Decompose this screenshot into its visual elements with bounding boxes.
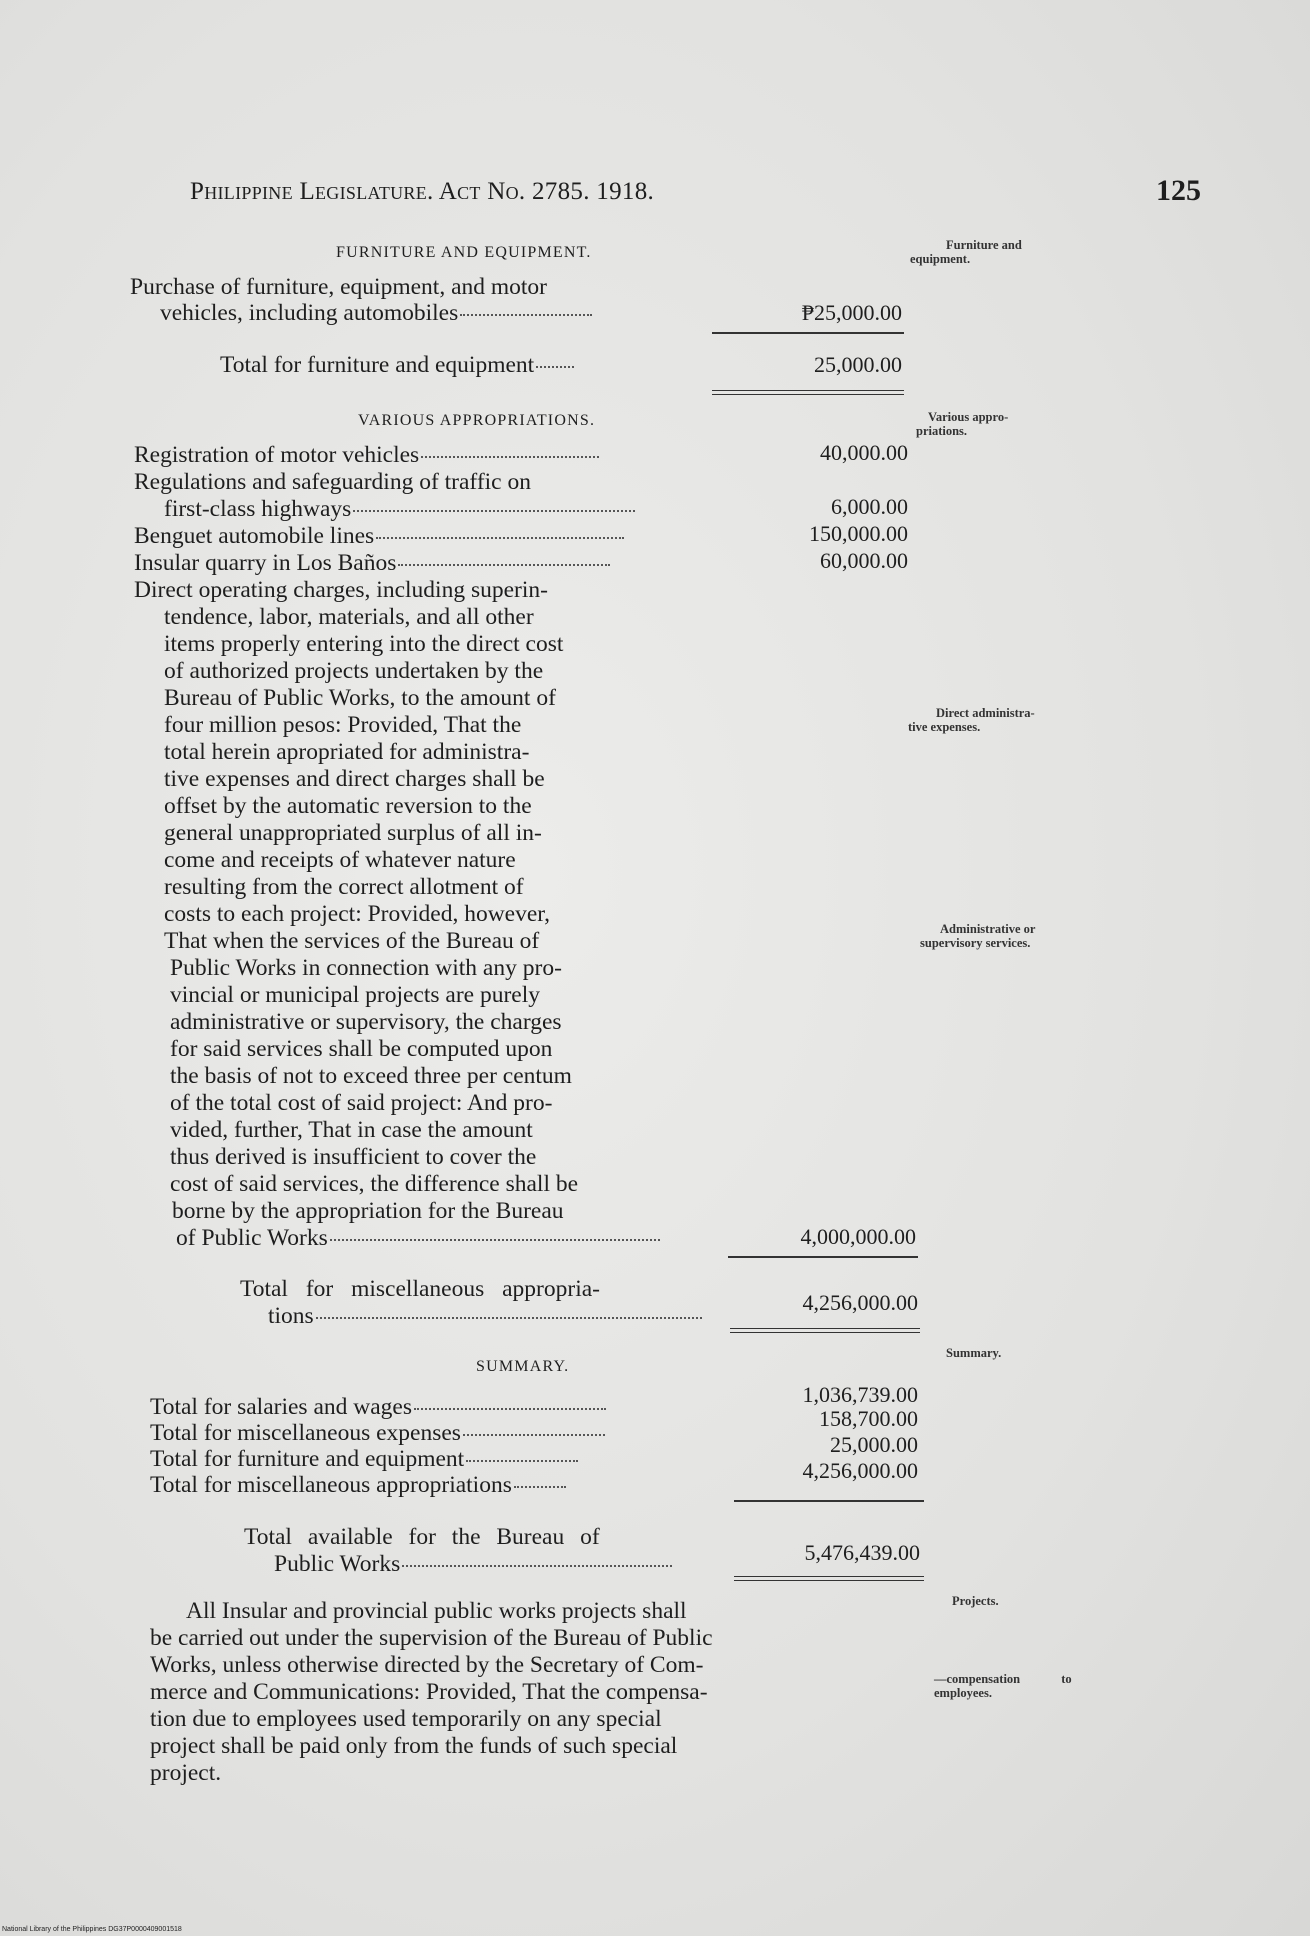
direct-line: for said services shall be computed upon <box>170 1036 553 1062</box>
direct-line: Direct operating charges, including superin- <box>134 577 548 603</box>
side-note-various-2: priations. <box>916 424 968 438</box>
summary-row: Total for salaries and wages <box>150 1394 606 1421</box>
various-total-line2: tions <box>268 1303 702 1330</box>
leader-dots <box>514 1486 566 1488</box>
side-note-projects: Projects. <box>952 1594 999 1608</box>
leader-dots <box>402 1565 672 1567</box>
direct-line: Public Works in connection with any pro- <box>170 955 562 981</box>
direct-line: items properly entering into the direct cost <box>164 631 564 657</box>
furniture-item-line2: vehicles, including automobiles <box>160 300 592 327</box>
direct-line: borne by the appropriation for the Bureau <box>172 1198 564 1224</box>
direct-line: resulting from the correct allotment of <box>164 874 524 900</box>
direct-line: Bureau of Public Works, to the amount of <box>164 685 556 711</box>
side-note-admin-2: supervisory services. <box>920 936 1031 950</box>
various-total-amount: 4,256,000.00 <box>802 1290 918 1315</box>
amount-quarry: 60,000.00 <box>820 548 908 573</box>
projects-line: merce and Communications: Provided, That the compensa- <box>150 1679 708 1705</box>
direct-line: tendence, labor, materials, and all other <box>164 604 534 630</box>
side-note-direct-1: Direct administra- <box>936 706 1035 720</box>
summary-total-amount: 5,476,439.00 <box>804 1540 920 1565</box>
projects-line: tion due to employees used temporarily on any special <box>150 1706 662 1732</box>
side-note-summary: Summary. <box>946 1346 1002 1360</box>
section-heading-furniture: FURNITURE AND EQUIPMENT. <box>336 244 592 261</box>
amount-direct: 4,000,000.00 <box>800 1224 916 1249</box>
rule <box>712 332 904 334</box>
projects-line: be carried out under the supervision of the Bureau of Public <box>150 1625 713 1651</box>
side-note-various-1: Various appro- <box>928 410 1009 424</box>
summary-amount: 1,036,739.00 <box>802 1382 918 1407</box>
item-registration: Registration of motor vehicles <box>134 442 599 469</box>
amount-benguet: 150,000.00 <box>809 521 908 546</box>
projects-line: project. <box>150 1760 222 1786</box>
side-note-furniture-2: equipment. <box>910 252 971 266</box>
item-regulations-line1: Regulations and safeguarding of traffic on <box>134 469 531 495</box>
direct-line: offset by the automatic reversion to the <box>164 793 532 819</box>
leader-dots <box>353 510 635 512</box>
furniture-total-amount: 25,000.00 <box>814 352 902 377</box>
direct-line: of authorized projects undertaken by the <box>164 658 544 684</box>
summary-amount: 158,700.00 <box>819 1406 918 1431</box>
side-note-compensation-1: —compensation to <box>934 1672 1072 1686</box>
leader-dots <box>330 1239 660 1241</box>
leader-dots <box>398 564 610 566</box>
direct-line: the basis of not to exceed three per centum <box>170 1063 572 1089</box>
double-rule <box>734 1576 924 1581</box>
direct-line: administrative or supervisory, the charges <box>170 1009 562 1035</box>
direct-line: four million pesos: Provided, That the <box>164 712 522 738</box>
section-heading-various: VARIOUS APPROPRIATIONS. <box>358 412 596 429</box>
summary-row: Total for miscellaneous expenses <box>150 1420 605 1447</box>
item-regulations-line2: first-class highways <box>164 496 635 523</box>
leader-dots <box>414 1408 606 1410</box>
rule <box>734 1500 924 1502</box>
amount-registration: 40,000.00 <box>820 440 908 465</box>
direct-line: vincial or municipal projects are purely <box>170 982 540 1008</box>
rule <box>728 1256 918 1258</box>
footer-credit: National Library of the Philippines DG37P0000409001518 <box>2 1926 182 1933</box>
various-total-line1: Total for miscellaneous appropria- <box>240 1276 600 1302</box>
summary-row: Total for miscellaneous appropriations <box>150 1472 566 1499</box>
summary-row: Total for furniture and equipment <box>150 1446 578 1473</box>
side-note-direct-2: tive expenses. <box>908 720 981 734</box>
double-rule <box>730 1328 920 1333</box>
projects-paragraph <box>150 1598 932 1787</box>
direct-line-last: of Public Works <box>176 1225 660 1252</box>
side-note-furniture-1: Furniture and <box>946 238 1022 252</box>
item-quarry: Insular quarry in Los Baños <box>134 550 610 577</box>
direct-line: vided, further, That in case the amount <box>170 1117 533 1143</box>
direct-line: general unappropriated surplus of all in- <box>164 820 542 846</box>
direct-line: costs to each project: Provided, however, <box>164 901 551 927</box>
furniture-item-line1: Purchase of furniture, equipment, and motor <box>130 274 548 300</box>
direct-line: come and receipts of whatever nature <box>164 847 516 873</box>
direct-line: of the total cost of said project: And pro- <box>170 1090 553 1116</box>
furniture-item-amount: ₱25,000.00 <box>801 300 902 325</box>
projects-line: Works, unless otherwise directed by the Secretary of Com- <box>150 1652 704 1678</box>
summary-amount: 25,000.00 <box>830 1432 918 1457</box>
leader-dots <box>463 1434 605 1436</box>
furniture-total-label: Total for furniture and equipment <box>220 352 574 379</box>
summary-total-line2: Public Works <box>274 1551 672 1578</box>
summary-amount: 4,256,000.00 <box>802 1458 918 1483</box>
leader-dots <box>376 537 624 539</box>
direct-line: That when the services of the Bureau of <box>164 928 540 954</box>
projects-line: project shall be paid only from the funds of such special <box>150 1733 678 1759</box>
direct-line: cost of said services, the difference shall be <box>170 1171 579 1197</box>
side-note-compensation-2: employees. <box>934 1686 992 1700</box>
section-heading-summary: SUMMARY. <box>476 1358 570 1375</box>
double-rule <box>712 390 904 395</box>
leader-dots <box>460 314 592 316</box>
leader-dots <box>316 1317 702 1319</box>
projects-line: All Insular and provincial public works projects shall <box>186 1598 687 1624</box>
summary-total-line1: Total available for the Bureau of <box>244 1524 600 1550</box>
leader-dots <box>421 456 599 458</box>
running-header: Philippine Legislature. Act No. 2785. 1918. <box>190 178 655 205</box>
direct-charges-paragraph <box>134 577 660 1252</box>
direct-line: thus derived is insufficient to cover the <box>170 1144 537 1170</box>
amount-regulations: 6,000.00 <box>831 494 908 519</box>
leader-dots <box>536 366 574 368</box>
item-benguet: Benguet automobile lines <box>134 523 624 550</box>
direct-line: tive expenses and direct charges shall be <box>164 766 545 792</box>
leader-dots <box>466 1460 578 1462</box>
page-number: 125 <box>1156 174 1201 207</box>
direct-line: total herein apropriated for administra- <box>164 739 530 765</box>
side-note-admin-1: Administrative or <box>940 922 1036 936</box>
